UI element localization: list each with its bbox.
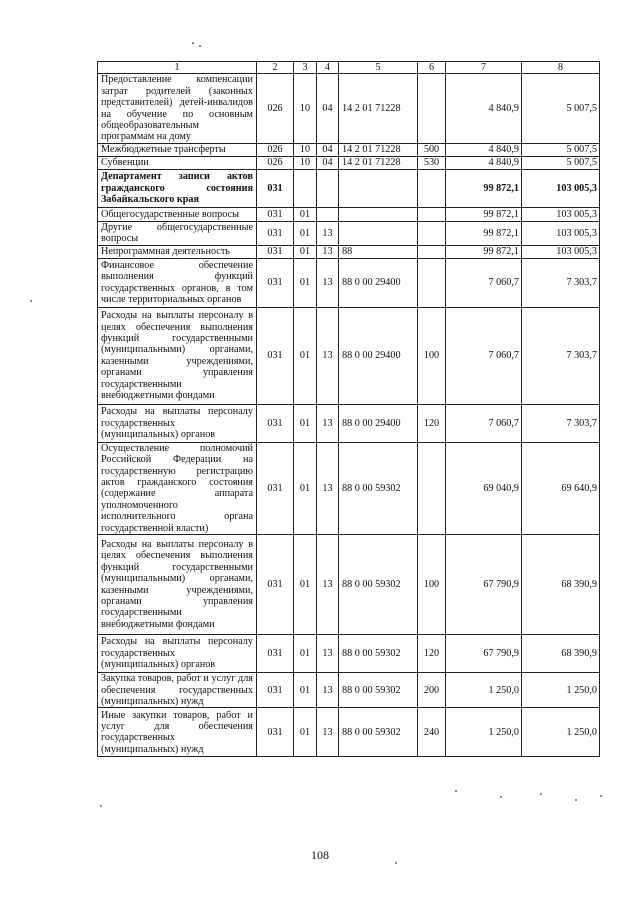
subsection-code-cell: 13 (317, 245, 339, 258)
target-article-cell: 88 0 00 29400 (339, 258, 418, 307)
expense-type-cell (418, 245, 446, 258)
target-article-cell: 88 0 00 59302 (339, 673, 418, 708)
admin-code-cell: 031 (257, 708, 294, 757)
target-article-cell: 88 0 00 29400 (339, 404, 418, 442)
amount-year1-cell: 4 840,9 (446, 143, 522, 156)
amount-year2-cell: 5 007,5 (522, 156, 600, 169)
row-name-cell: Финансовое обеспечение выполнения функций государственных органов, в том числе территориальных органов (98, 258, 257, 307)
header-cell: 3 (294, 62, 317, 74)
row-name-cell: Непрограммная деятельность (98, 245, 257, 258)
admin-code-cell: 031 (257, 307, 294, 404)
table-row (98, 635, 600, 673)
admin-code-cell: 031 (257, 207, 294, 221)
amount-year2-cell: 1 250,0 (522, 708, 600, 757)
row-name-cell: Расходы на выплаты персоналу государственных (муниципальных) органов (98, 404, 257, 442)
admin-code-cell: 031 (257, 535, 294, 635)
table-row (98, 221, 600, 245)
amount-year1-cell: 99 872,1 (446, 169, 522, 207)
section-code-cell: 01 (294, 535, 317, 635)
amount-year1-cell: 99 872,1 (446, 221, 522, 245)
amount-year1-cell: 7 060,7 (446, 404, 522, 442)
target-article-cell (339, 169, 418, 207)
row-name-cell: Другие общегосударственные вопросы (98, 221, 257, 245)
target-article-cell: 88 0 00 59302 (339, 535, 418, 635)
admin-code-cell: 026 (257, 156, 294, 169)
amount-year2-cell: 103 005,3 (522, 245, 600, 258)
amount-year1-cell: 7 060,7 (446, 258, 522, 307)
amount-year1-cell: 4 840,9 (446, 74, 522, 143)
admin-code-cell: 031 (257, 169, 294, 207)
table-row (98, 207, 600, 221)
section-code-cell: 01 (294, 258, 317, 307)
amount-year2-cell: 1 250,0 (522, 673, 600, 708)
scan-speck (540, 793, 542, 795)
subsection-code-cell: 13 (317, 404, 339, 442)
target-article-cell: 88 0 00 59302 (339, 635, 418, 673)
section-code-cell: 01 (294, 221, 317, 245)
header-cell: 8 (522, 62, 600, 74)
row-name-cell: Расходы на выплаты персоналу государственных (муниципальных) органов (98, 635, 257, 673)
table-row (98, 404, 600, 442)
expense-type-cell: 500 (418, 143, 446, 156)
amount-year1-cell: 99 872,1 (446, 207, 522, 221)
table-body (98, 74, 600, 757)
section-code-cell: 01 (294, 635, 317, 673)
amount-year1-cell: 4 840,9 (446, 156, 522, 169)
amount-year1-cell: 99 872,1 (446, 245, 522, 258)
amount-year1-cell: 7 060,7 (446, 307, 522, 404)
amount-year1-cell: 69 040,9 (446, 442, 522, 534)
section-code-cell: 01 (294, 404, 317, 442)
expense-type-cell: 200 (418, 673, 446, 708)
expense-type-cell: 100 (418, 535, 446, 635)
scan-speck (575, 799, 577, 801)
row-name-cell: Предоставление компенсации затрат родителей (законных представителей) детей-инвалидов на обучение по основным общеобразовательным программам на дому (98, 74, 257, 143)
row-name-cell: Департамент записи актов гражданского состояния Забайкальского края (98, 169, 257, 207)
admin-code-cell: 031 (257, 673, 294, 708)
row-name-cell: Межбюджетные трансферты (98, 143, 257, 156)
admin-code-cell: 031 (257, 245, 294, 258)
expense-type-cell (418, 258, 446, 307)
admin-code-cell: 031 (257, 404, 294, 442)
amount-year2-cell: 68 390,9 (522, 635, 600, 673)
table-row (98, 258, 600, 307)
table-row (98, 673, 600, 708)
section-code-cell: 01 (294, 245, 317, 258)
subsection-code-cell: 13 (317, 442, 339, 534)
amount-year2-cell: 68 390,9 (522, 535, 600, 635)
header-cell: 5 (339, 62, 418, 74)
header-cell: 7 (446, 62, 522, 74)
amount-year2-cell: 7 303,7 (522, 404, 600, 442)
expense-type-cell: 240 (418, 708, 446, 757)
amount-year1-cell: 67 790,9 (446, 535, 522, 635)
scan-speck (192, 42, 194, 44)
section-code-cell: 01 (294, 708, 317, 757)
expense-type-cell: 530 (418, 156, 446, 169)
target-article-cell: 14 2 01 71228 (339, 74, 418, 143)
subsection-code-cell: 13 (317, 307, 339, 404)
table-row (98, 442, 600, 534)
subsection-code-cell (317, 169, 339, 207)
section-code-cell: 01 (294, 307, 317, 404)
header-cell: 4 (317, 62, 339, 74)
table-row (98, 245, 600, 258)
scan-speck (30, 300, 32, 302)
section-code-cell: 10 (294, 74, 317, 143)
subsection-code-cell: 04 (317, 74, 339, 143)
amount-year2-cell: 69 640,9 (522, 442, 600, 534)
amount-year2-cell: 7 303,7 (522, 258, 600, 307)
header-cell: 2 (257, 62, 294, 74)
table-row (98, 169, 600, 207)
amount-year2-cell: 103 005,3 (522, 207, 600, 221)
admin-code-cell: 031 (257, 258, 294, 307)
target-article-cell: 88 0 00 59302 (339, 442, 418, 534)
scan-speck (455, 790, 457, 792)
page-number: 108 (311, 848, 329, 862)
budget-table (97, 61, 600, 757)
row-name-cell: Расходы на выплаты персоналу в целях обеспечения выполнения функций государственными (муниципальными) органами, казенными учреждениями, органами управления государственными внебюджетными фондами (98, 307, 257, 404)
expense-type-cell: 120 (418, 635, 446, 673)
row-name-cell: Субвенции (98, 156, 257, 169)
row-name-cell: Иные закупки товаров, работ и услуг для обеспечения государственных (муниципальных) нужд (98, 708, 257, 757)
amount-year1-cell: 1 250,0 (446, 708, 522, 757)
amount-year2-cell: 103 005,3 (522, 169, 600, 207)
amount-year1-cell: 67 790,9 (446, 635, 522, 673)
scan-speck (500, 796, 502, 798)
admin-code-cell: 031 (257, 635, 294, 673)
row-name-cell: Закупка товаров, работ и услуг для обеспечения государственных (муниципальных) нужд (98, 673, 257, 708)
scan-speck (395, 862, 397, 864)
amount-year2-cell: 103 005,3 (522, 221, 600, 245)
expense-type-cell (418, 207, 446, 221)
subsection-code-cell: 04 (317, 156, 339, 169)
amount-year2-cell: 7 303,7 (522, 307, 600, 404)
row-name-cell: Общегосударственные вопросы (98, 207, 257, 221)
expense-type-cell (418, 169, 446, 207)
expense-type-cell: 120 (418, 404, 446, 442)
expense-type-cell (418, 221, 446, 245)
row-name-cell: Осуществление полномочий Российской Федерации на государственную регистрацию актов гражданского состояния (содержание аппарата уполномоченного исполнительного органа государственной власти) (98, 442, 257, 534)
subsection-code-cell: 13 (317, 635, 339, 673)
expense-type-cell (418, 74, 446, 143)
section-code-cell (294, 169, 317, 207)
table-row (98, 307, 600, 404)
subsection-code-cell: 13 (317, 221, 339, 245)
table-row (98, 74, 600, 143)
target-article-cell: 88 0 00 59302 (339, 708, 418, 757)
scan-speck (600, 795, 602, 797)
target-article-cell: 88 0 00 29400 (339, 307, 418, 404)
section-code-cell: 01 (294, 207, 317, 221)
header-cell: 6 (418, 62, 446, 74)
section-code-cell: 10 (294, 156, 317, 169)
admin-code-cell: 031 (257, 221, 294, 245)
table-header-row (98, 62, 600, 74)
subsection-code-cell: 13 (317, 673, 339, 708)
amount-year1-cell: 1 250,0 (446, 673, 522, 708)
subsection-code-cell: 13 (317, 708, 339, 757)
admin-code-cell: 026 (257, 74, 294, 143)
table-row (98, 156, 600, 169)
section-code-cell: 01 (294, 442, 317, 534)
target-article-cell (339, 207, 418, 221)
subsection-code-cell (317, 207, 339, 221)
table-row (98, 535, 600, 635)
amount-year2-cell: 5 007,5 (522, 143, 600, 156)
subsection-code-cell: 04 (317, 143, 339, 156)
target-article-cell (339, 221, 418, 245)
target-article-cell: 14 2 01 71228 (339, 143, 418, 156)
subsection-code-cell: 13 (317, 535, 339, 635)
expense-type-cell (418, 442, 446, 534)
header-cell: 1 (98, 62, 257, 74)
target-article-cell: 14 2 01 71228 (339, 156, 418, 169)
target-article-cell: 88 (339, 245, 418, 258)
row-name-cell: Расходы на выплаты персоналу в целях обеспечения выполнения функций государственными (муниципальными) органами, казенными учреждениями, органами управления государственными внебюджетными фондами (98, 535, 257, 635)
scan-speck (199, 45, 201, 47)
section-code-cell: 10 (294, 143, 317, 156)
subsection-code-cell: 13 (317, 258, 339, 307)
admin-code-cell: 031 (257, 442, 294, 534)
table-row (98, 708, 600, 757)
expense-type-cell: 100 (418, 307, 446, 404)
admin-code-cell: 026 (257, 143, 294, 156)
amount-year2-cell: 5 007,5 (522, 74, 600, 143)
section-code-cell: 01 (294, 673, 317, 708)
table-row (98, 143, 600, 156)
scan-speck (100, 805, 102, 807)
